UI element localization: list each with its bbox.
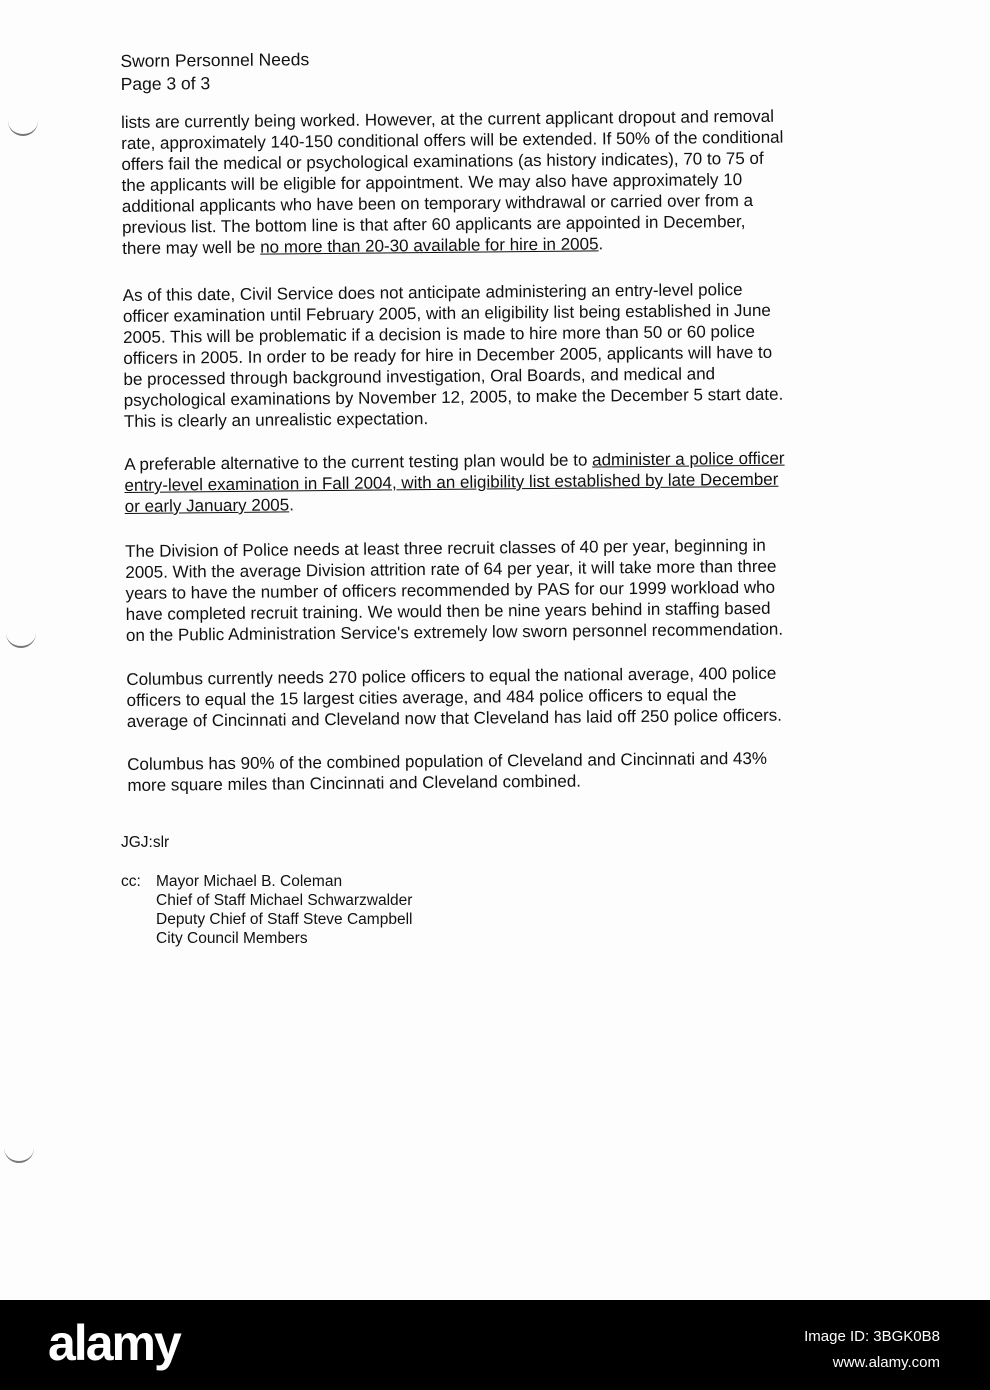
image-id: Image ID: 3BGK0B8 (804, 1328, 940, 1345)
underlined-text: administer a police officer (591, 448, 785, 470)
initials: JGJ:slr (121, 834, 170, 851)
text-segment: The Division of Police needs at least three recruit classes of 40 per year, beginning in (125, 535, 766, 561)
text-segment: . (598, 234, 604, 254)
text-segment: 2005. This will be problematic if a decision is made to hire more than 50 or 60 police (122, 321, 756, 347)
text-segment: officers in 2005. In order to be ready for hire in December 2005, applicants will have to (123, 342, 773, 368)
text-segment: there may well be (122, 237, 261, 258)
text-segment: rate, approximately 140-150 conditional offers will be extended. If 50% of the conditional (121, 127, 784, 153)
site-url: www.alamy.com (832, 1354, 940, 1371)
paragraph-5 (126, 663, 782, 732)
text-segment: more square miles than Cincinnati and Cleveland combined. (127, 771, 582, 795)
alamy-logo: alamy (48, 1315, 180, 1371)
text-segment: This is clearly an unrealistic expectation. (123, 409, 429, 431)
paragraph-6 (127, 748, 767, 796)
paragraph-2 (123, 279, 784, 432)
underlined-text: or early January 2005 (124, 495, 290, 516)
text-segment: average of Cincinnati and Cleveland now that Cleveland has laid off 250 police officers. (126, 705, 783, 731)
cc-name: Deputy Chief of Staff Steve Campbell (156, 911, 413, 928)
text-segment: 2005. With the average Division attrition rate of 64 per year, it will take more than three (125, 556, 777, 582)
text-segment: officers to equal the 15 largest cities average, and 484 police officers to equal the (126, 685, 737, 710)
document-header (120, 48, 309, 96)
cc-name: City Council Members (156, 930, 308, 947)
paragraph-1 (121, 106, 785, 259)
text-segment: years to have the number of officers recommended by PAS for our 1999 workload who (125, 577, 776, 603)
text-segment: officer examination until February 2005, with an eligibility list being established in June (122, 300, 771, 326)
text-segment: As of this date, Civil Service does not anticipate administering an entry-level police (122, 280, 743, 305)
text-segment: be processed through background investigation, Oral Boards, and medical and (123, 364, 716, 389)
text-segment: previous list. The bottom line is that after 60 applicants are appointed in December, (121, 212, 746, 237)
cc-list (121, 872, 412, 948)
cc-name: Chief of Staff Michael Schwarzwalder (156, 892, 413, 909)
cc-label: cc: (121, 873, 141, 890)
paragraph-3 (124, 448, 785, 517)
text-segment: Columbus currently needs 270 police officers to equal the national average, 400 police (126, 663, 777, 689)
cc-name: Mayor Michael B. Coleman (156, 873, 343, 890)
text-segment: on the Public Administration Service's extremely low sworn personnel recommendation. (125, 619, 784, 645)
text-segment: offers fail the medical or psychological examinations (as history indicates), 70 to 75 of (121, 148, 764, 174)
paragraph-4 (125, 535, 783, 646)
text-segment: A preferable alternative to the current testing plan would be to (124, 450, 593, 474)
text-segment: Columbus has 90% of the combined population of Cleveland and Cincinnati and 43% (127, 748, 768, 774)
header-title: Sworn Personnel Needs (120, 49, 310, 72)
header-page-number: Page 3 of 3 (120, 73, 211, 95)
text-segment: the applicants will be eligible for appointment. We may also have approximately 10 (121, 170, 743, 195)
underlined-text: no more than 20-30 available for hire in 2005 (260, 234, 599, 257)
text-segment: psychological examinations by November 12, 2005, to make the December 5 start date. (123, 384, 784, 410)
underlined-text: entry-level examination in Fall 2004, with an eligibility list established by late December (124, 469, 779, 495)
text-segment: have completed recruit training. We would then be nine years behind in staffing based (125, 598, 771, 624)
watermark-footer (0, 1300, 990, 1390)
text-segment: additional applicants who have been on temporary withdrawal or carried over from a (121, 190, 754, 216)
text-segment: lists are currently being worked. However, at the current applicant dropout and removal (120, 106, 775, 132)
text-segment: . (289, 495, 294, 515)
